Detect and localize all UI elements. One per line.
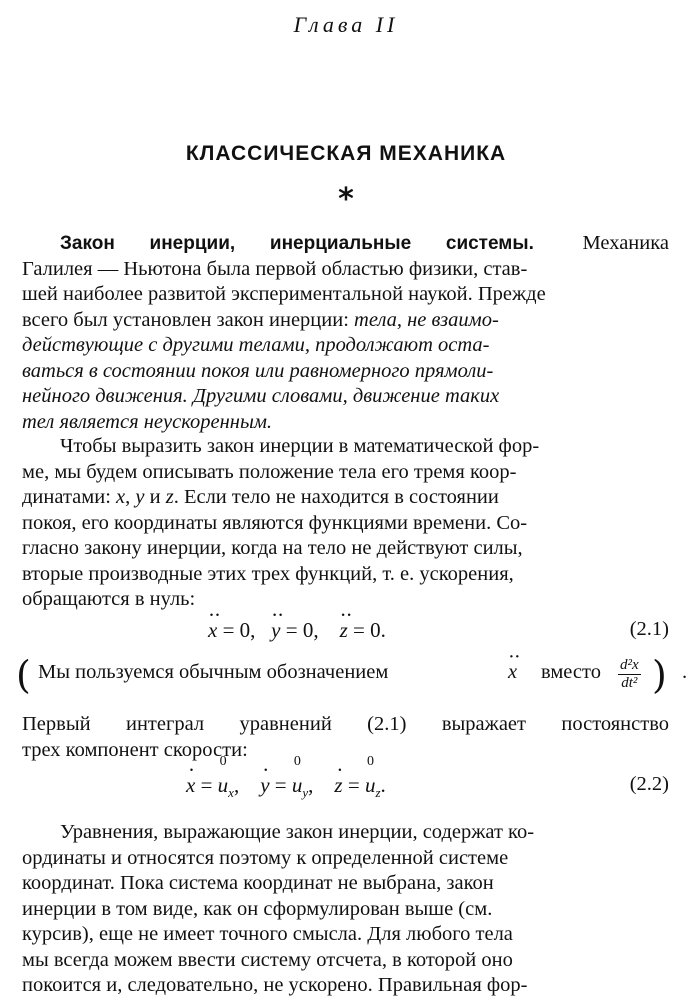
p1-line-6: ваться в состоянии покоя или равномерного прямоли- <box>22 359 494 382</box>
p2-line-4: покоя, его координаты являются функциями времени. Со- <box>22 511 528 534</box>
eq2-expression <box>186 773 386 801</box>
eq2-eq-a: = <box>195 773 218 797</box>
paragraph-coordinates <box>22 434 669 613</box>
p1-line-1-text: Механика <box>582 232 669 254</box>
paragraph-reference-frames <box>22 820 669 999</box>
note-instead: вместо <box>541 661 601 683</box>
eq2-comma-b: , <box>308 773 314 797</box>
p4-line-6: мы всегда можем ввести систему отсчета, в которой оно <box>22 948 513 971</box>
coord-and: и <box>144 486 166 508</box>
eq1-z: ·· z <box>340 618 348 643</box>
note-fraction <box>618 657 641 692</box>
eq2-u-y: 0 u <box>292 773 303 798</box>
eq2-sub-y: y <box>302 785 309 801</box>
p2-line-3 <box>22 485 669 511</box>
frac-denominator: dt² <box>621 675 638 691</box>
eq2-y: · y <box>260 773 269 798</box>
p1-line-4-roman: всего был установлен закон инерции: <box>22 308 355 331</box>
coord-z: z <box>165 486 174 508</box>
eq1-eq-c: = 0. <box>347 618 386 642</box>
eq2-comma-a: , <box>233 773 240 797</box>
p2-line-2: ме, мы будем описывать положение тела его тремя коор- <box>22 460 517 483</box>
p2-line-3-end: . Если тело не находится в состоянии <box>173 486 499 508</box>
p3-line-1: Первый интеграл уравнений (2.1) выражает постоянство <box>22 713 669 735</box>
p1-line-3: шей наиболее развитой экспериментальной наукой. Прежде <box>22 283 546 305</box>
paragraph-first-integral <box>22 712 669 763</box>
eq2-sub-z: z <box>375 785 381 801</box>
eq1-eq-a: = 0, <box>217 618 256 642</box>
equation-number-2-2: (2.2) <box>629 773 669 795</box>
equation-2-1 <box>22 618 669 654</box>
note-x: ·· x <box>508 661 517 684</box>
coord-y: y <box>135 486 145 508</box>
note-text: Мы пользуемся обычным обозначением <box>38 661 389 683</box>
p4-line-2: ординаты и относятся поэтому к определенной системе <box>22 846 509 869</box>
equation-number-2-1: (2.1) <box>629 618 669 640</box>
eq2-z: · z <box>334 773 342 798</box>
eq2-eq-b: = <box>269 773 292 797</box>
eq1-x: ·· x <box>208 618 217 643</box>
p2-line-7: обращаются в нуль: <box>22 588 196 610</box>
p4-line-4: инерции в том виде, как он сформулирован выше (см. <box>22 897 493 920</box>
eq1-eq-b: = 0, <box>280 618 319 642</box>
coord-sep: , <box>125 486 136 508</box>
p2-line-5: гласно закону инерции, когда на тело не действуют силы, <box>22 537 523 559</box>
p4-line-7: покоится и, следовательно, не ускорено. Правильная фор- <box>22 974 528 996</box>
note-open-paren: ( <box>16 653 31 697</box>
p1-line-7: нейного движения. Другими словами, движение таких <box>22 385 500 407</box>
p2-line-6: вторые производные этих трех функций, т. е. ускорения, <box>22 562 514 585</box>
section-heading: Закон инерции, инерциальные системы. <box>60 233 534 254</box>
chapter-title: КЛАССИЧЕСКАЯ МЕХАНИКА <box>185 142 507 165</box>
eq1-expression <box>208 618 386 643</box>
p1-line-5: действующие с другими телами, продолжают оста- <box>22 334 490 356</box>
paragraph-inertia-law <box>22 231 669 435</box>
eq2-x: · x <box>186 773 195 798</box>
p1-line-4 <box>22 308 669 334</box>
p2-line-3-start: динатами: <box>22 486 117 508</box>
eq1-y: ·· y <box>271 618 280 643</box>
eq2-sub-x: x <box>228 785 234 801</box>
equation-2-2 <box>22 773 669 809</box>
note-close-paren: ) <box>652 653 667 697</box>
note-period: . <box>682 661 688 683</box>
p1-line-2: Галилея — Ньютона была первой областью физики, став- <box>22 257 528 280</box>
p3-line-2: трех компонент скорости: <box>22 738 248 761</box>
chapter-label: Глава II <box>293 12 399 37</box>
section-separator: * <box>338 182 354 217</box>
eq2-u-z: 0 u <box>365 773 376 798</box>
eq2-period: . <box>380 773 386 797</box>
frac-numerator: d²x <box>620 657 639 673</box>
eq2-u-x: 0 u <box>218 773 229 798</box>
p1-line-4-italic: тела, не взаимо- <box>354 308 499 331</box>
eq2-eq-c: = <box>342 773 365 797</box>
p2-line-1: Чтобы выразить закон инерции в математической фор- <box>60 435 540 457</box>
p4-line-1: Уравнения, выражающие закон инерции, содержат ко- <box>60 821 535 843</box>
coord-x: x <box>116 486 126 508</box>
p1-line-1 <box>22 231 669 257</box>
p4-line-3: координат. Пока система координат не выбрана, закон <box>22 872 494 894</box>
p4-line-5: курсив), еще не имеет точного смысла. Для любого тела <box>22 923 513 945</box>
p1-line-8: тел является неускоренным. <box>22 410 273 433</box>
